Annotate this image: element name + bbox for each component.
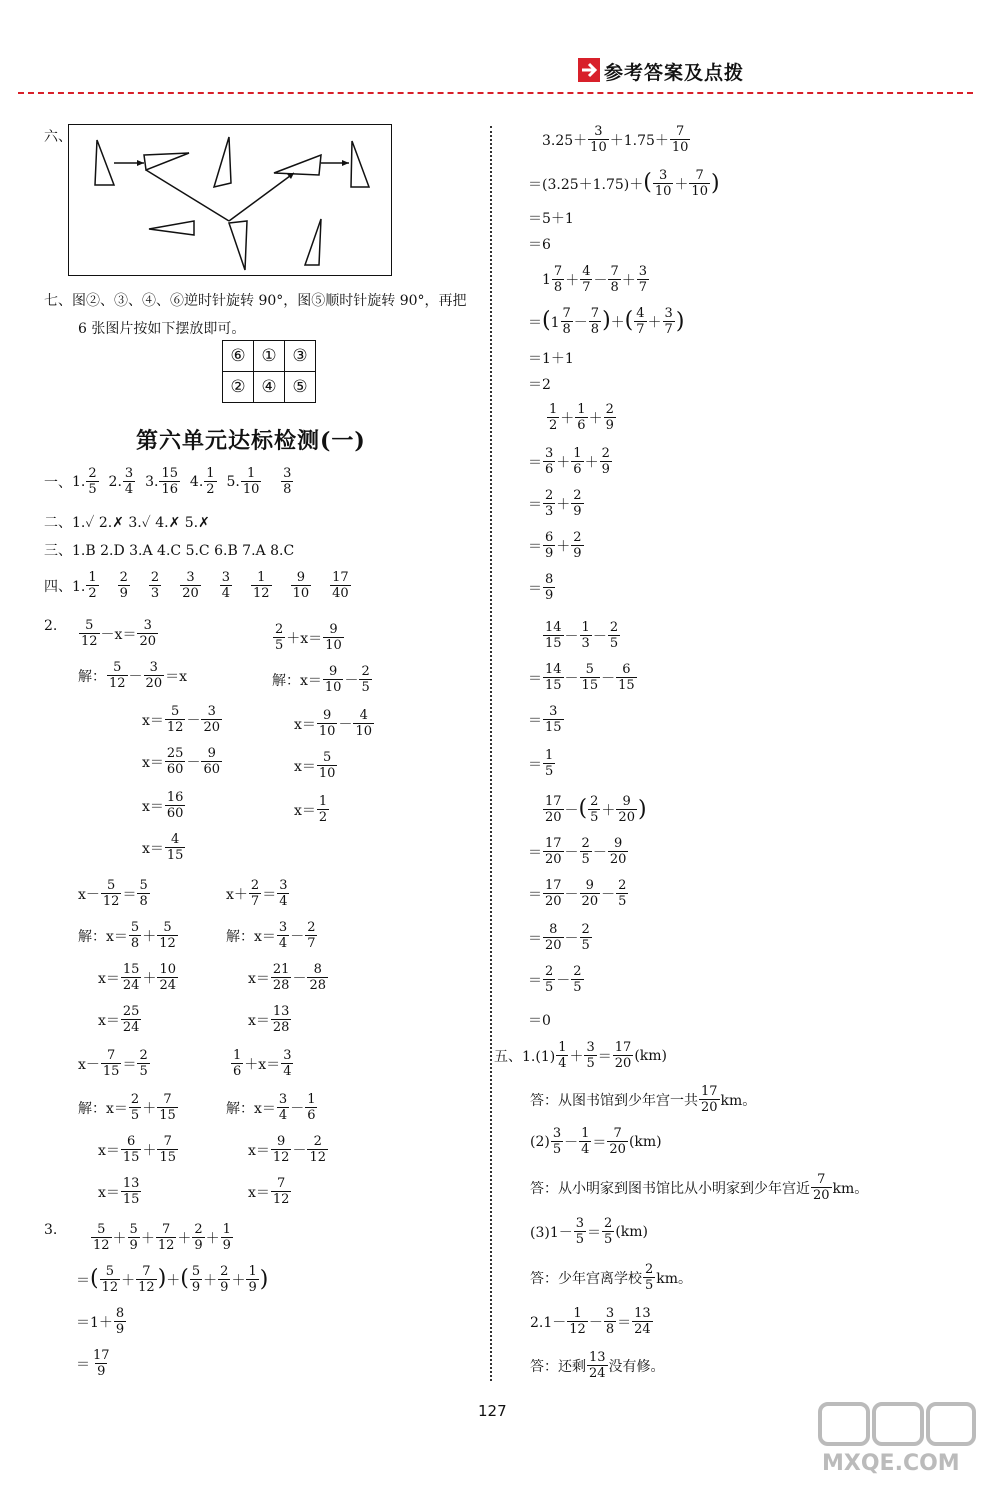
rotation-figure	[68, 124, 392, 276]
fraction: $\frac{9}{20}$	[581, 878, 599, 909]
fraction: $\frac{13}{24}$	[589, 1350, 606, 1381]
fraction: $\frac{2}{9}$	[573, 530, 582, 561]
page-header-title: 参考答案及点拨	[604, 62, 745, 84]
fraction: $\frac{25}{24}$	[122, 1004, 140, 1035]
equation-line: x＝ $\frac{15}{24}$ ＋ $\frac{10}{24}$	[98, 962, 176, 993]
fraction: $\frac{1}{5}$	[545, 748, 554, 779]
fraction: $\frac{9}{60}$	[203, 746, 220, 777]
equation-line: 答：从图书馆到少年宫一共 $\frac{17}{20}$ km。	[530, 1084, 757, 1115]
fraction: $\frac{2}{9}$	[573, 488, 582, 519]
fraction: $\frac{7}{15}$	[159, 1092, 176, 1123]
fraction: $\frac{2}{9}$	[605, 402, 614, 433]
fraction: $\frac{3}{7}$	[638, 264, 648, 295]
fraction: $\frac{1}{6}$	[573, 446, 582, 477]
svg-text:MXQE.COM: MXQE.COM	[822, 1451, 960, 1476]
watermark-logo	[812, 1398, 982, 1478]
equation-line: 解： $\frac{5}{12}$ － $\frac{3}{20}$ ＝x	[78, 660, 187, 691]
fraction: $\frac{2}{5}$	[139, 1048, 148, 1079]
q3-row: 三、1.B 2.D 3.A 4.C 5.C 6.B 7.A 8.C	[44, 543, 295, 559]
q1-num: 1.	[72, 473, 86, 490]
fraction: $\frac{1}{9}$	[222, 1222, 231, 1253]
equation-line: x－ $\frac{5}{12}$ ＝ $\frac{5}{8}$	[78, 878, 148, 909]
fraction: $\frac{5}{8}$	[130, 920, 140, 951]
page-number: 127	[478, 1402, 507, 1420]
section-seven-line1: 七、图②、③、④、⑥逆时针旋转 90°，图⑤顺时针旋转 90°，再把	[44, 293, 467, 309]
fraction: $\frac{2}{5}$	[573, 964, 582, 995]
arrangement-grid	[222, 340, 316, 403]
equation-line: x＝ $\frac{4}{15}$	[142, 832, 184, 863]
equation-line: $\frac{14}{15}$ － $\frac{1}{3}$ － $\frac{2}{5}$	[545, 620, 619, 651]
fraction: $\frac{9}{10}$	[324, 664, 342, 695]
equation-line: 答：还剩 $\frac{13}{24}$ 没有修。	[530, 1350, 665, 1381]
section-seven-line2: 6 张图片按如下摆放即可。	[78, 321, 246, 337]
fraction: $\frac{2}{7}$	[250, 878, 260, 909]
fraction: $\frac{9}{12}$	[272, 1134, 290, 1165]
fraction: $\frac{15}{24}$	[122, 962, 140, 993]
fraction: $\frac{17}{20}$	[545, 794, 562, 825]
equation-line: ＝(1 $\frac{7}{8}$ － $\frac{7}{8}$ )＋( $\frac{4}{7}$ ＋ $\frac{3}{7}$ )	[528, 306, 685, 337]
fraction: $\frac{3}{4}$	[278, 920, 288, 951]
equation-line: x＝ $\frac{25}{24}$	[98, 1004, 140, 1035]
fraction: $\frac{7}{15}$	[159, 1134, 176, 1165]
fraction: $\frac{13}{28}$	[272, 1004, 290, 1035]
fraction: $\frac{2}{5}$	[581, 922, 590, 953]
fraction: $\frac{2}{5}$	[645, 1262, 654, 1293]
fraction: $\frac{5}{10}$	[318, 750, 336, 781]
fraction: $\frac{9}{20}$	[609, 836, 627, 867]
fraction: $\frac{17}{20}$	[545, 878, 562, 909]
fraction: $\frac{3}{10}$	[654, 168, 672, 199]
fraction: $\frac{5}{9}$	[129, 1222, 138, 1253]
fraction: $\frac{5}{12}$	[93, 1222, 110, 1253]
fraction: $\frac{3}{15}$	[545, 704, 562, 735]
fraction: $\frac{14}{15}$	[545, 662, 562, 693]
fraction: $\frac{2}{5}$	[88, 466, 97, 497]
fraction: $\frac{3}{5}$	[552, 1126, 562, 1157]
equation-line: ＝1＋ $\frac{8}{9}$	[76, 1306, 125, 1337]
grid-cell: ④	[254, 372, 285, 403]
equation-line: x＝ $\frac{13}{15}$	[98, 1176, 140, 1207]
equation-line: 解：x＝ $\frac{3}{4}$ － $\frac{1}{6}$	[226, 1092, 316, 1123]
header-divider	[18, 92, 973, 94]
equation-line: x＝ $\frac{5}{12}$ － $\frac{3}{20}$	[142, 704, 220, 735]
equation-line: 1 $\frac{7}{8}$ ＋ $\frac{4}{7}$ － $\frac{7}{8}$ ＋ $\frac{3}{7}$	[542, 264, 648, 295]
fraction: $\frac{7}{8}$	[610, 264, 619, 295]
fraction: $\frac{1}{6}$	[577, 402, 586, 433]
fraction: $\frac{8}{28}$	[309, 962, 326, 993]
fraction: $\frac{1}{2}$	[318, 794, 328, 825]
fraction: $\frac{21}{28}$	[272, 962, 290, 993]
fraction: $\frac{3}{4}$	[283, 1048, 292, 1079]
equation-line: x＋ $\frac{2}{7}$ ＝ $\frac{3}{4}$	[226, 878, 288, 909]
q2-row: 二、1.✓ 2.✗ 3.✓ 4.✗ 5.✗	[44, 515, 210, 531]
equation-line: (3)1－ $\frac{3}{5}$ ＝ $\frac{2}{5}$ (km)	[530, 1216, 648, 1247]
equation-line: 解：x＝ $\frac{3}{4}$ － $\frac{2}{7}$	[226, 920, 316, 951]
equation-line: x＝ $\frac{13}{28}$	[248, 1004, 290, 1035]
equation-line: ＝5＋1	[528, 211, 574, 227]
fraction: $\frac{9}{10}$	[318, 708, 336, 739]
fraction: $\frac{2}{5}$	[581, 836, 590, 867]
fraction: $\frac{1}{2}$	[549, 402, 558, 433]
equation-line: ＝ $\frac{2}{3}$ ＋ $\frac{2}{9}$	[528, 488, 582, 519]
fraction: $\frac{2}{9}$	[220, 1264, 229, 1295]
fraction: $\frac{7}{20}$	[813, 1172, 830, 1203]
fraction: $\frac{25}{60}$	[166, 746, 184, 777]
grid-cell: ⑥	[223, 341, 254, 372]
q1-num: 2.	[108, 473, 122, 490]
fraction: $\frac{7}{12}$	[157, 1222, 175, 1253]
fraction: $\frac{7}{10}$	[671, 124, 689, 155]
fraction: $\frac{7}{8}$	[590, 306, 600, 337]
fraction: $\frac{3}{20}$	[145, 660, 163, 691]
equation-line: 解：x＝ $\frac{5}{8}$ ＋ $\frac{5}{12}$	[78, 920, 176, 951]
fraction: $\frac{4}{7}$	[636, 306, 645, 337]
fraction: $\frac{9}{20}$	[618, 794, 635, 825]
fraction: $\frac{5}{12}$	[159, 920, 176, 951]
fraction: $\frac{17}{20}$	[545, 836, 562, 867]
fraction: $\frac{3}{4}$	[124, 466, 134, 497]
fraction: $\frac{17}{20}$	[701, 1084, 718, 1115]
fraction: $\frac{17}{20}$	[614, 1040, 632, 1071]
equation-line: ＝ $\frac{3}{15}$	[528, 704, 562, 735]
fraction: $\frac{1}{12}$	[569, 1306, 586, 1337]
fraction: $\frac{6}{15}$	[122, 1134, 140, 1165]
fraction: $\frac{17}{40}$	[332, 570, 349, 601]
equation-line: 3.	[44, 1222, 58, 1238]
equation-line: ＝ $\frac{17}{20}$ － $\frac{9}{20}$ － $\frac{2}{5}$	[528, 878, 627, 909]
fraction: $\frac{3}{5}$	[586, 1040, 595, 1071]
fraction: $\frac{5}{15}$	[581, 662, 599, 693]
fraction: $\frac{10}{24}$	[159, 962, 176, 993]
fraction: $\frac{14}{15}$	[545, 620, 562, 651]
equation-line: $\frac{1}{2}$ ＋ $\frac{1}{6}$ ＋ $\frac{2}{9}$	[549, 402, 614, 433]
equation-line: x＝ $\frac{6}{15}$ ＋ $\frac{7}{15}$	[98, 1134, 176, 1165]
equation-line: ＝( $\frac{5}{12}$ ＋ $\frac{7}{12}$ )＋( $\frac{5}{9}$ ＋ $\frac{2}{9}$ ＋ $\frac{1}{9}$ )	[76, 1264, 269, 1295]
q1-label: 一、	[44, 474, 72, 491]
equation-line: ＝ $\frac{17}{20}$ － $\frac{2}{5}$ － $\frac{9}{20}$	[528, 836, 627, 867]
fraction: $\frac{3}{4}$	[278, 1092, 288, 1123]
fraction: $\frac{5}{12}$	[101, 1264, 119, 1295]
fraction: $\frac{6}{9}$	[545, 530, 554, 561]
fraction: $\frac{3}{20}$	[139, 618, 156, 649]
fraction: $\frac{13}{24}$	[634, 1306, 651, 1337]
fraction: $\frac{2}{3}$	[150, 570, 160, 601]
equation-line: ＝ $\frac{8}{20}$ － $\frac{2}{5}$	[528, 922, 590, 953]
equation-line: 2.1－ $\frac{1}{12}$ － $\frac{3}{8}$ ＝ $\frac{13}{24}$	[530, 1306, 651, 1337]
equation-line: x＝ $\frac{7}{12}$	[248, 1176, 290, 1207]
fraction: $\frac{5}{9}$	[191, 1264, 201, 1295]
equation-line: x＝ $\frac{9}{10}$ － $\frac{4}{10}$	[294, 708, 372, 739]
grid-cell: ②	[223, 372, 254, 403]
q1-row	[44, 466, 294, 497]
fraction: $\frac{3}{8}$	[605, 1306, 615, 1337]
fraction: $\frac{16}{60}$	[166, 790, 184, 821]
fraction: $\frac{1}{9}$	[248, 1264, 257, 1295]
q4-row	[44, 570, 352, 601]
fraction: $\frac{13}{15}$	[122, 1176, 140, 1207]
fraction: $\frac{7}{12}$	[272, 1176, 290, 1207]
fraction: $\frac{5}{12}$	[109, 660, 126, 691]
column-divider	[490, 126, 492, 1381]
fraction: $\frac{2}{5}$	[361, 664, 370, 695]
equation-line: 解：x＝ $\frac{9}{10}$ － $\frac{2}{5}$	[272, 664, 370, 695]
fraction: $\frac{5}{12}$	[81, 618, 98, 649]
fraction: $\frac{4}{10}$	[355, 708, 372, 739]
fraction: $\frac{2}{3}$	[545, 488, 554, 519]
fraction: $\frac{3}{7}$	[664, 306, 673, 337]
q1-num: 5.	[226, 473, 240, 490]
unit-title: 第六单元达标检测(一)	[136, 428, 366, 454]
equation-line: 3.25＋ $\frac{3}{10}$ ＋1.75＋ $\frac{7}{10}$	[542, 124, 689, 155]
fraction: $\frac{2}{5}$	[618, 878, 627, 909]
fraction: $\frac{3}{20}$	[182, 570, 199, 601]
equation-line: x＝ $\frac{25}{60}$ － $\frac{9}{60}$	[142, 746, 220, 777]
fraction: $\frac{3}{10}$	[590, 124, 607, 155]
grid-cell: ①	[254, 341, 285, 372]
fraction: $\frac{8}{9}$	[545, 572, 554, 603]
fraction: $\frac{1}{10}$	[242, 466, 260, 497]
fraction: $\frac{17}{9}$	[93, 1348, 110, 1379]
fraction: $\frac{7}{20}$	[609, 1126, 626, 1157]
fraction: $\frac{3}{4}$	[221, 570, 231, 601]
equation-line: $\frac{2}{5}$ ＋x＝ $\frac{9}{10}$	[275, 622, 342, 653]
fraction: $\frac{5}{8}$	[139, 878, 148, 909]
fraction: $\frac{2}{5}$	[275, 622, 284, 653]
fraction: $\frac{2}{5}$	[590, 794, 599, 825]
fraction: $\frac{3}{6}$	[545, 446, 554, 477]
equation-line: x－ $\frac{7}{15}$ ＝ $\frac{2}{5}$	[78, 1048, 148, 1079]
fraction: $\frac{6}{15}$	[618, 662, 635, 693]
equation-line: ＝ $\frac{1}{5}$	[528, 748, 554, 779]
grid-cell: ⑤	[285, 372, 316, 403]
equation-line: $\frac{5}{12}$ ＋ $\frac{5}{9}$ ＋ $\frac{7}{12}$ ＋ $\frac{2}{9}$ ＋ $\frac{1}{9}$	[93, 1222, 231, 1253]
fraction: $\frac{2}{12}$	[309, 1134, 326, 1165]
equation-line: $\frac{1}{6}$ ＋x＝ $\frac{3}{4}$	[233, 1048, 292, 1079]
fraction: $\frac{2}{5}$	[130, 1092, 140, 1123]
equation-line: ＝ $\frac{17}{9}$	[76, 1348, 110, 1379]
fraction: $\frac{7}{12}$	[138, 1264, 155, 1295]
equation-line: ＝ $\frac{8}{9}$	[528, 572, 554, 603]
equation-line: 解：x＝ $\frac{2}{5}$ ＋ $\frac{7}{15}$	[78, 1092, 176, 1123]
fraction: $\frac{9}{10}$	[325, 622, 342, 653]
equation-line: 答：少年宫离学校 $\frac{2}{5}$ km。	[530, 1262, 693, 1293]
fraction: $\frac{7}{8}$	[562, 306, 571, 337]
fraction: $\frac{1}{3}$	[581, 620, 590, 651]
fraction: $\frac{3}{4}$	[279, 878, 288, 909]
equation-line: 五、1.(1) $\frac{1}{4}$ ＋ $\frac{3}{5}$ ＝ $\frac{17}{20}$ (km)	[494, 1040, 667, 1071]
fraction: $\frac{1}{2}$	[88, 570, 97, 601]
equation-line: $\frac{5}{12}$ －x＝ $\frac{3}{20}$	[81, 618, 156, 649]
equation-line: (2) $\frac{3}{5}$ － $\frac{1}{4}$ ＝ $\frac{7}{20}$ (km)	[530, 1126, 662, 1157]
fraction: $\frac{8}{20}$	[545, 922, 562, 953]
fraction: $\frac{2}{5}$	[604, 1216, 613, 1247]
equation-line: ＝ $\frac{2}{5}$ － $\frac{2}{5}$	[528, 964, 582, 995]
fraction: $\frac{5}{12}$	[166, 704, 184, 735]
header-arrow-icon	[578, 58, 600, 82]
equation-line: 2.	[44, 618, 58, 634]
fraction: $\frac{1}{6}$	[307, 1092, 316, 1123]
fraction: $\frac{2}{5}$	[609, 620, 619, 651]
fraction: $\frac{1}{12}$	[253, 570, 270, 601]
fraction: $\frac{4}{7}$	[582, 264, 591, 295]
equation-line: x＝ $\frac{9}{12}$ － $\frac{2}{12}$	[248, 1134, 326, 1165]
equation-line: ＝0	[528, 1013, 551, 1029]
fraction: $\frac{1}{4}$	[558, 1040, 567, 1071]
fraction: $\frac{7}{10}$	[691, 168, 708, 199]
q1-num: 4.	[189, 473, 204, 490]
fraction: $\frac{7}{8}$	[553, 264, 563, 295]
fraction: $\frac{8}{9}$	[115, 1306, 125, 1337]
fraction: $\frac{5}{12}$	[102, 878, 120, 909]
equation-line: x＝ $\frac{21}{28}$ － $\frac{8}{28}$	[248, 962, 326, 993]
fraction: $\frac{1}{6}$	[233, 1048, 242, 1079]
fraction: $\frac{15}{16}$	[161, 466, 178, 497]
fraction: $\frac{3}{5}$	[575, 1216, 585, 1247]
equation-line: x＝ $\frac{1}{2}$	[294, 794, 328, 825]
section-six-label: 六、	[44, 129, 72, 145]
q1-num: 3.	[145, 473, 159, 490]
fraction: $\frac{2}{9}$	[601, 446, 610, 477]
equation-line: ＝ $\frac{6}{9}$ ＋ $\frac{2}{9}$	[528, 530, 582, 561]
fraction: $\frac{1}{2}$	[206, 466, 215, 497]
equation-line: ＝6	[528, 237, 551, 253]
equation-line: ＝1＋1	[528, 351, 574, 367]
fraction: $\frac{9}{10}$	[292, 570, 310, 601]
fraction: $\frac{3}{8}$	[283, 466, 292, 497]
grid-cell: ③	[285, 341, 316, 372]
fraction: $\frac{4}{15}$	[166, 832, 184, 863]
fraction: $\frac{2}{7}$	[307, 920, 316, 951]
equation-line: ＝ $\frac{3}{6}$ ＋ $\frac{1}{6}$ ＋ $\frac{2}{9}$	[528, 446, 610, 477]
fraction: $\frac{3}{20}$	[203, 704, 220, 735]
fraction: $\frac{2}{5}$	[545, 964, 554, 995]
fraction: $\frac{1}{4}$	[581, 1126, 590, 1157]
equation-line: x＝ $\frac{5}{10}$	[294, 750, 336, 781]
equation-line: ＝(3.25＋1.75)＋( $\frac{3}{10}$ ＋ $\frac{7}{10}$ )	[528, 168, 720, 199]
equation-line: ＝ $\frac{14}{15}$ － $\frac{5}{15}$ － $\frac{6}{15}$	[528, 662, 635, 693]
equation-line: ＝2	[528, 377, 551, 393]
fraction: $\frac{2}{9}$	[119, 570, 128, 601]
equation-line: $\frac{17}{20}$ －( $\frac{2}{5}$ ＋ $\frac{9}{20}$ )	[545, 794, 647, 825]
equation-line: x＝ $\frac{16}{60}$	[142, 790, 184, 821]
fraction: $\frac{2}{9}$	[194, 1222, 203, 1253]
equation-line: 答：从小明家到图书馆比从小明家到少年宫近 $\frac{7}{20}$ km。	[530, 1172, 869, 1203]
fraction: $\frac{7}{15}$	[102, 1048, 120, 1079]
q4-label: 四、1.	[44, 578, 86, 595]
